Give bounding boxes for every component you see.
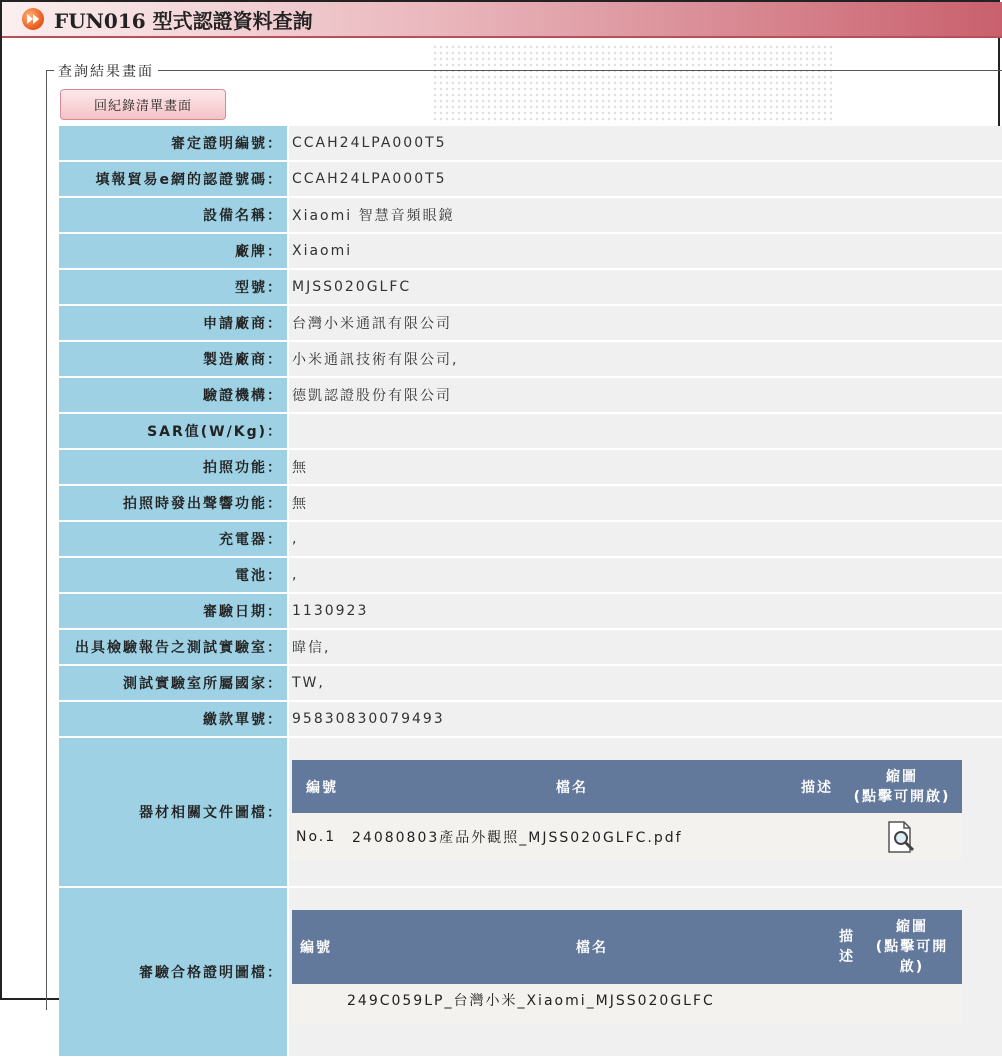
field-value: TW, (289, 666, 1002, 700)
field-value: 無 (289, 486, 1002, 520)
equipment-docs-label: 器材相關文件圖檔： (59, 738, 289, 886)
field-label: 審定證明編號： (59, 126, 289, 160)
field-label: SAR值(W/Kg)： (59, 414, 289, 448)
fast-forward-icon (22, 8, 44, 30)
doc-filename: 249C059LP_台灣小米_Xiaomi_MJSS020GLFC (347, 993, 715, 1009)
approval-docs-header (292, 910, 962, 984)
doc-no: No.1 (296, 829, 337, 845)
field-row (59, 594, 1002, 630)
field-row (59, 126, 1002, 162)
field-row (59, 270, 1002, 306)
field-row (59, 342, 1002, 378)
field-value: 95830830079493 (289, 702, 1002, 736)
field-label: 型號： (59, 270, 289, 304)
field-row (59, 414, 1002, 450)
header-name: 檔名 (576, 940, 608, 956)
doc-filename: 24080803產品外觀照_MJSS020GLFC.pdf (352, 830, 683, 846)
field-row (59, 558, 1002, 594)
field-value: 1130923 (289, 594, 1002, 628)
table-row (292, 984, 962, 1024)
doc-desc (792, 813, 842, 861)
field-label: 出具檢驗報告之測試實驗室： (59, 630, 289, 664)
result-table (59, 126, 1002, 1058)
field-value: , (289, 522, 1002, 556)
field-row (59, 630, 1002, 666)
field-row (59, 198, 1002, 234)
field-label: 電池： (59, 558, 289, 592)
field-label: 拍照功能： (59, 450, 289, 484)
fieldset-legend: 查詢結果畫面 (54, 61, 158, 81)
equipment-docs-header (292, 760, 962, 813)
approval-docs-label: 審驗合格證明圖檔： (59, 888, 289, 1056)
header-desc: 描 述 (839, 929, 855, 965)
header-no: 編號 (300, 940, 332, 956)
field-row (59, 378, 1002, 414)
field-row (59, 306, 1002, 342)
world-map-background (432, 44, 832, 124)
field-value: 台灣小米通訊有限公司 (289, 306, 1002, 340)
table-row (292, 813, 962, 861)
title-bar (2, 2, 1002, 38)
field-value: Xiaomi (289, 234, 1002, 268)
field-row (59, 702, 1002, 738)
equipment-docs-table (292, 760, 962, 861)
back-to-list-button[interactable]: 回紀錄清單畫面 (60, 89, 226, 120)
field-value: Xiaomi 智慧音頻眼鏡 (289, 198, 1002, 232)
field-row (59, 234, 1002, 270)
header-thumb: 縮圖 (點擊可開啟) (853, 768, 951, 805)
field-value: 暐信, (289, 630, 1002, 664)
field-value: CCAH24LPA000T5 (289, 126, 1002, 160)
page-title: FUN016 型式認證資料查詢 (54, 8, 313, 33)
field-row (59, 450, 1002, 486)
field-label: 廠牌： (59, 234, 289, 268)
fieldset-border-top (46, 70, 1002, 71)
field-label: 拍照時發出聲響功能： (59, 486, 289, 520)
field-value (289, 414, 1002, 448)
field-label: 繳款單號： (59, 702, 289, 736)
field-label: 製造廠商： (59, 342, 289, 376)
field-value: 德凱認證股份有限公司 (289, 378, 1002, 412)
header-thumb: 縮圖 (點擊可開 啟) (875, 919, 949, 975)
field-value: MJSS020GLFC (289, 270, 1002, 304)
fieldset-border-left (46, 70, 47, 1010)
header-no: 編號 (306, 779, 338, 796)
field-value: , (289, 558, 1002, 592)
field-label: 填報貿易e網的認證號碼： (59, 162, 289, 196)
approval-docs-table (292, 910, 962, 1024)
field-label: 充電器： (59, 522, 289, 556)
approval-docs-row (59, 888, 1002, 1058)
field-label: 測試實驗室所屬國家： (59, 666, 289, 700)
field-label: 驗證機構： (59, 378, 289, 412)
field-label: 審驗日期： (59, 594, 289, 628)
field-value: 小米通訊技術有限公司, (289, 342, 1002, 376)
field-value: CCAH24LPA000T5 (289, 162, 1002, 196)
field-value: 無 (289, 450, 1002, 484)
field-label: 設備名稱： (59, 198, 289, 232)
header-desc: 描述 (801, 779, 833, 796)
field-row (59, 666, 1002, 702)
equipment-docs-row (59, 738, 1002, 888)
field-label: 申請廠商： (59, 306, 289, 340)
field-row (59, 162, 1002, 198)
magnifier-document-icon[interactable] (842, 813, 962, 861)
field-row (59, 522, 1002, 558)
header-name: 檔名 (556, 779, 588, 796)
field-row (59, 486, 1002, 522)
